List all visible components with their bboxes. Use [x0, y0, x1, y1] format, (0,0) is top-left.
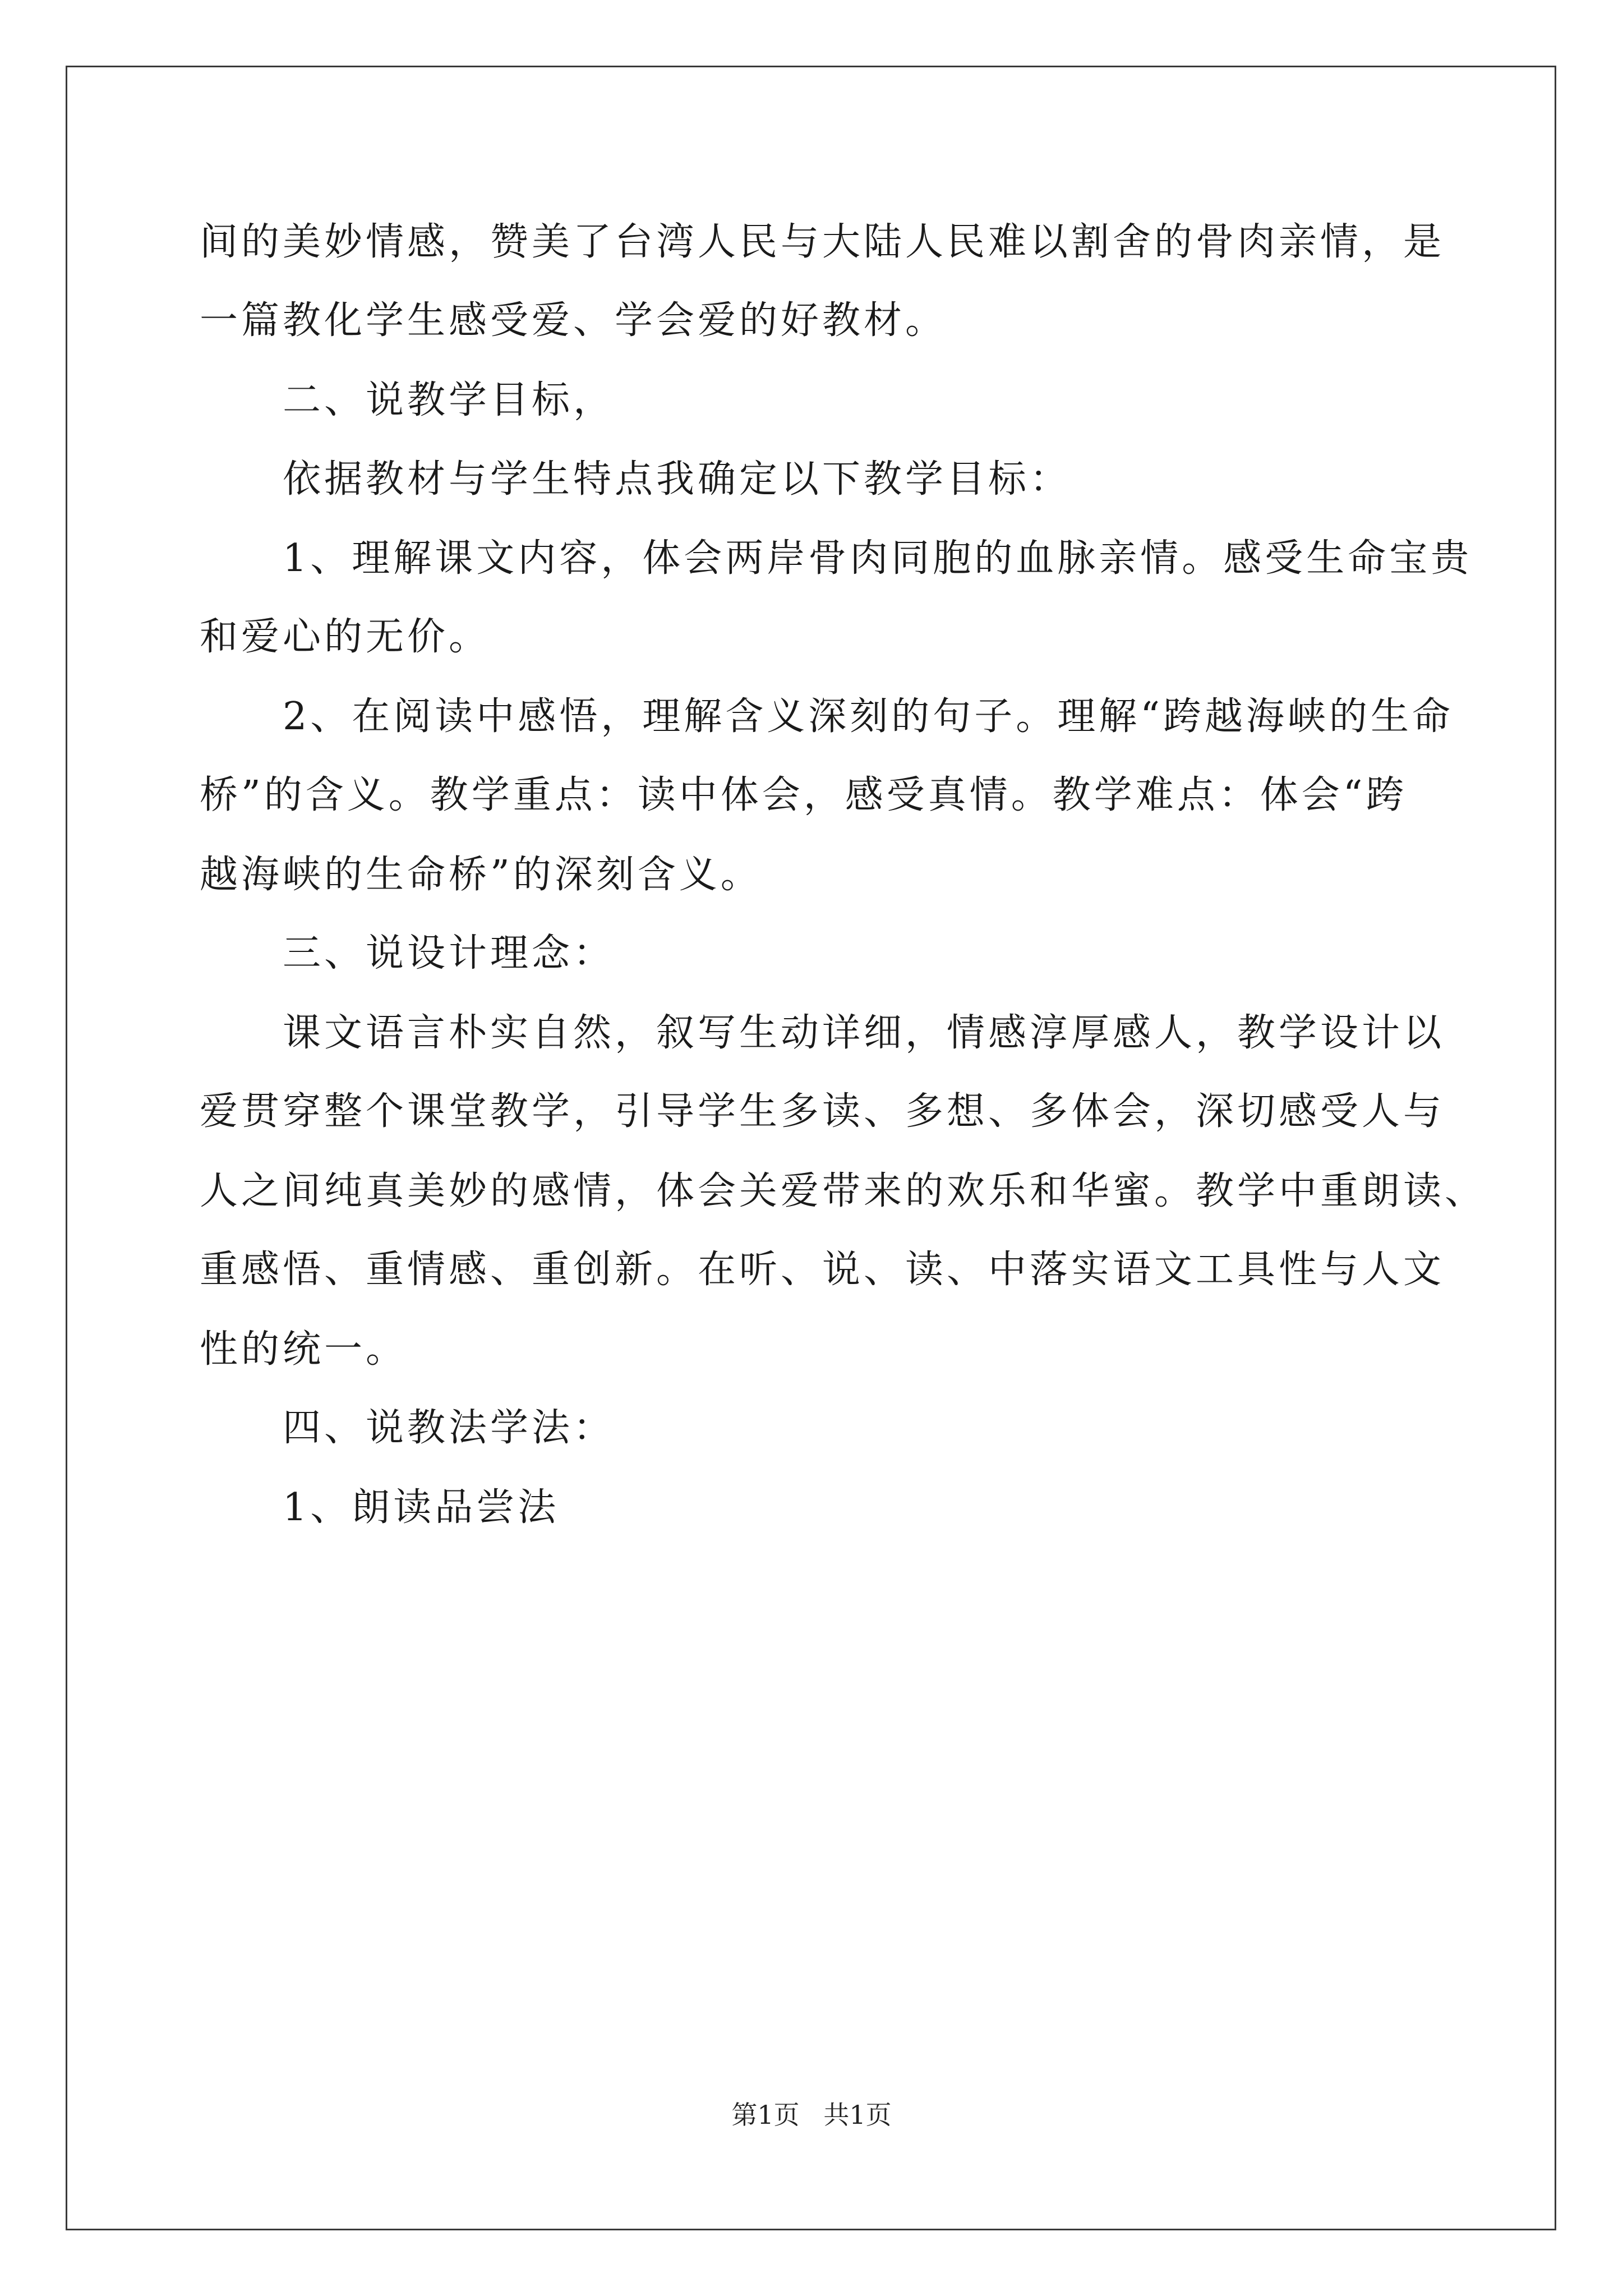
text-line: 课文语言朴实自然，叙写生动详细，情感淳厚感人，教学设计以 — [283, 1011, 1445, 1055]
text-line: 1、理解课文内容，体会两岸骨肉同胞的血脉亲情。感受生命宝贵 — [283, 536, 1473, 581]
section-heading: 四、说教法学法： — [283, 1406, 615, 1450]
text-line: 2、在阅读中感悟，理解含义深刻的句子。理解“跨越海峡的生命 — [283, 694, 1454, 739]
section-heading: 三、说设计理念： — [283, 931, 615, 976]
page-total: 共1页 — [823, 2100, 892, 2130]
text-line: 越海峡的生命桥”的深刻含义。 — [200, 853, 762, 897]
page-number: 第1页 — [731, 2100, 800, 2130]
page-footer — [0, 2099, 1623, 2131]
text-line: 和爱心的无价。 — [200, 615, 491, 659]
text-line: 间的美妙情感，赞美了台湾人民与大陆人民难以割舍的骨肉亲情，是 — [200, 220, 1445, 264]
section-heading: 二、说教学目标， — [283, 378, 615, 422]
text-line: 1、朗读品尝法 — [283, 1485, 560, 1530]
text-line: 一篇教化学生感受爱、学会爱的好教材。 — [200, 298, 947, 343]
text-line: 依据教材与学生特点我确定以下教学目标： — [283, 457, 1072, 501]
text-line: 桥”的含义。教学重点：读中体会，感受真情。教学难点：体会“跨 — [200, 773, 1408, 817]
text-line: 重感悟、重情感、重创新。在听、说、读、中落实语文工具性与人文 — [200, 1248, 1445, 1292]
text-line: 性的统一。 — [200, 1327, 408, 1372]
text-line: 爱贯穿整个课堂教学，引导学生多读、多想、多体会，深切感受人与 — [200, 1089, 1445, 1134]
text-line: 人之间纯真美妙的感情，体会关爱带来的欢乐和华蜜。教学中重朗读、 — [200, 1169, 1487, 1213]
